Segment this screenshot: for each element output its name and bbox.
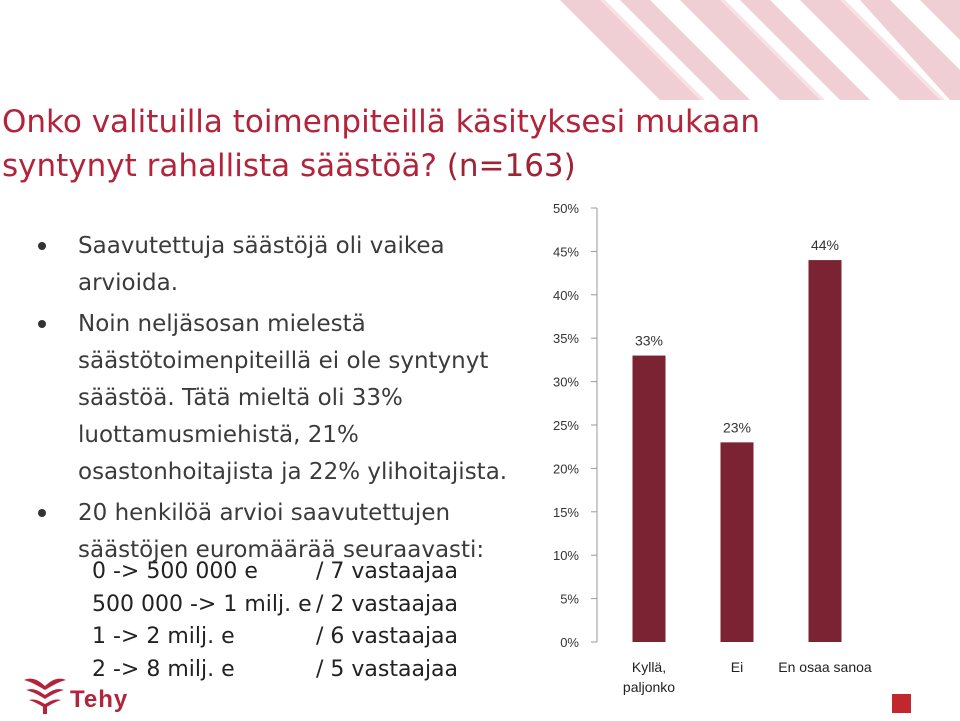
range-row [92,589,512,622]
bullet-icon [38,320,46,328]
x-tick-label: En osaa sanoa [778,659,872,675]
bullet-text: 20 henkilöä arvioi saavutettujen säästöjen euromäärää seuraavasti: [78,500,485,563]
data-label: 23% [722,419,752,436]
logo-text: Tehy [70,686,129,713]
y-tick-label: 45% [552,244,579,260]
bullet-icon [38,509,46,517]
data-label: 44% [810,237,840,254]
y-tick-label: 30% [552,374,579,390]
y-tick-label: 20% [552,461,579,477]
range-count: / 7 vastaajaa [316,559,459,584]
range-label: 500 000 -> 1 milj. e [92,591,312,617]
y-tick-label: 10% [552,548,579,564]
tehy-logo-icon [22,676,68,714]
bar [809,260,842,642]
bullet-list [38,228,543,573]
range-label: 0 -> 500 000 e [92,559,258,584]
range-row [92,654,512,687]
slide-title [2,100,822,188]
euro-ranges-table [92,556,512,686]
title-line-2 [2,144,822,188]
bullet-icon [38,242,46,250]
bullet-text: Saavutettuja säästöjä oli vaikea arvioida. [78,233,445,296]
title-question: syntynyt rahallista säästöä? [2,148,437,184]
x-tick-label: Ei [730,659,744,675]
y-tick-label: 5% [560,591,579,607]
y-tick-label: 0% [560,635,579,650]
bar [633,356,666,642]
range-label: 2 -> 8 milj. e [92,656,235,682]
y-tick-label: 25% [552,418,579,433]
bullet-text: Noin neljäsosan mielestä säästötoimenpiteillä ei ole syntynyt säästöä. Tätä mieltä oli 33% luottamusmiehistä, 21% osastonhoitajista ja 22% ylihoitajista. [78,311,508,485]
range-count: / 2 vastaajaa [316,591,459,617]
corner-square [892,694,911,713]
bar [721,442,754,642]
x-tick-label: Kyllä, paljonko [622,659,676,695]
bullet-item [38,306,543,491]
range-label: 1 -> 2 milj. e [92,624,235,649]
y-tick-label: 15% [552,504,579,520]
data-label: 33% [634,332,664,349]
y-tick-label: 35% [552,331,579,347]
title-line-1: Onko valituilla toimenpiteillä käsityksesi mukaan [2,104,760,140]
range-count: / 5 vastaajaa [316,656,459,682]
range-count: / 6 vastaajaa [316,624,459,649]
decorative-stripes [0,0,960,100]
sample-size: (n=163) [446,148,576,184]
range-row [92,556,512,589]
bullet-item [38,228,543,302]
bar-chart [540,190,960,710]
y-tick-label: 40% [552,287,579,303]
y-tick-label: 50% [552,201,579,216]
range-row [92,621,512,654]
